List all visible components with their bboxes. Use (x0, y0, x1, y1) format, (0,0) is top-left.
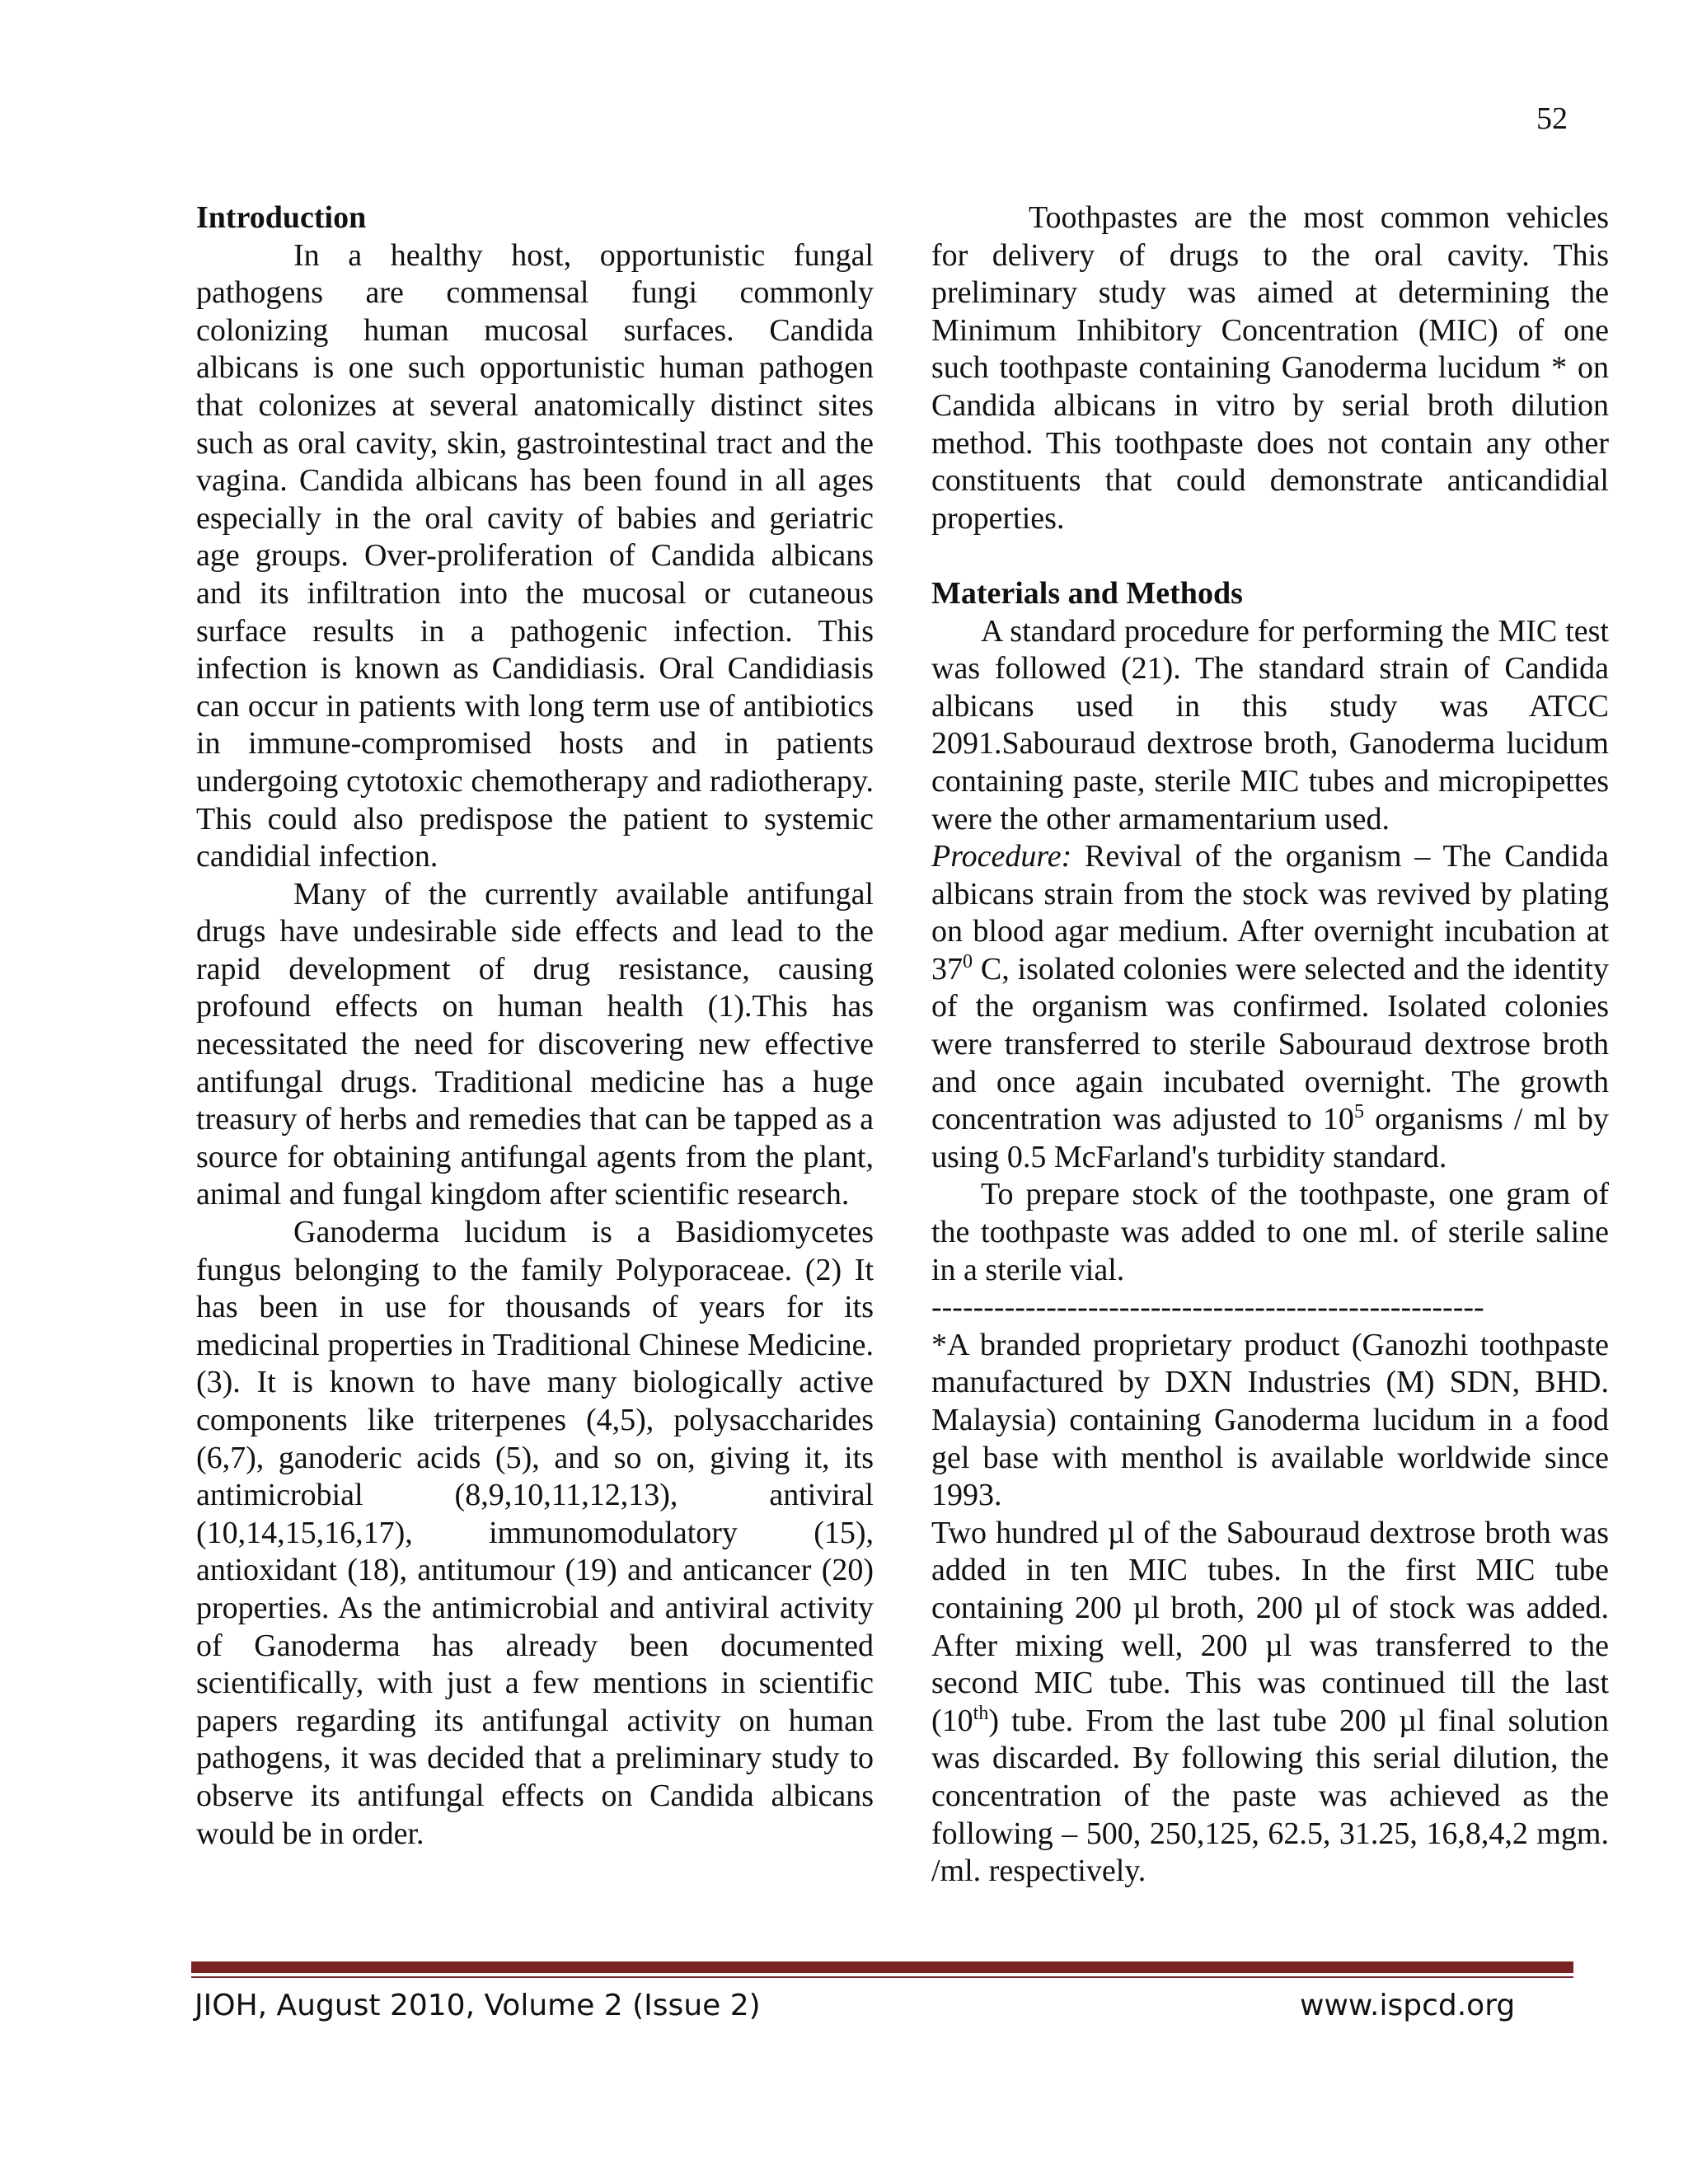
intro-paragraph-1: In a healthy host, opportunistic fungal pathogens are commensal fungi commonly colonizing human mucosal surfaces. Candida albicans is one such opportunistic human pathogen that colonizes at several anatomically distinct sites such as oral cavity, skin, gastrointestinal tract and the vagina. Candida albicans has been found in all ages especially in the oral cavity of babies and geriatric age groups. Over-proliferation of Candida albicans and its infiltration into the mucosal or cutaneous surface results in a pathogenic infection. This infection is known as Candidiasis. Oral Candidiasis can occur in patients with long term use of antibiotics in immune-compromised hosts and in patients undergoing cytotoxic chemotherapy and radiotherapy. This could also predispose the patient to systemic candidial infection. (196, 237, 874, 874)
superscript-ordinal: th (973, 1702, 989, 1724)
footer-website: www.ispcd.org (1300, 1989, 1516, 2022)
stock-preparation-paragraph: To prepare stock of the toothpaste, one gram of the toothpaste was added to one ml. of sterile saline in a sterile vial. (931, 1177, 1609, 1287)
methods-heading: Materials and Methods (931, 575, 1243, 611)
introduction-heading: Introduction (196, 200, 367, 235)
page-number: 52 (1536, 101, 1568, 136)
footnote-separator: ----------------------------------------------------- (931, 1290, 1484, 1325)
intro-paragraph-2: Many of the currently available antifungal drugs have undesirable side effects and lead to the rapid development of drug resistance, causing profound effects on human health (1).This has necessitated the need for discovering new effective antifungal drugs. Traditional medicine has a huge treasury of herbs and remedies that can be tapped as a source for obtaining antifungal agents from the plant, animal and fungal kingdom after scientific research. (196, 876, 874, 1212)
superscript-exponent: 5 (1353, 1101, 1364, 1123)
methods-paragraph-1: A standard procedure for performing the MIC test was followed (21). The standard strain of Candida albicans used in this study was ATCC 2091.Sabouraud dextrose broth, Ganoderma lucidum containing paste, sterile MIC tubes and micropipettes were the other armamentarium used. (931, 613, 1609, 837)
footer-journal-info: JIOH, August 2010, Volume 2 (Issue 2) (195, 1989, 761, 2022)
procedure-paragraph: Procedure: Revival of the organism – The Candida albicans strain from the stock was revived by plating on blood agar medium. After overnight incubation at $37^0$ C, isolated colonies were selected and the identity of the organism was confirmed. Isolated colonies were transferred to sterile Sabouraud dextrose broth and once again incubated overnight. The growth concentration was adjusted to $10^5$ organisms / ml by using 0.5 McFarland's turbidity standard. (931, 839, 1609, 1174)
procedure-label: Procedure: (931, 839, 1072, 874)
intro-paragraph-4: Toothpastes are the most common vehicles for delivery of drugs to the oral cavity. This preliminary study was aimed at determining the Minimum Inhibitory Concentration (MIC) of one such toothpaste containing Ganoderma lucidum * on Candida albicans in vitro by serial broth dilution method. This toothpaste does not contain any other constituents that could demonstrate anticandidial properties. (931, 200, 1609, 536)
footer-rule (191, 1961, 1573, 1973)
right-column (931, 199, 1609, 1891)
superscript-degree: 0 (963, 950, 973, 972)
left-column (196, 199, 874, 1853)
footnote: *A branded proprietary product (Ganozhi toothpaste manufactured by DXN Industries (M) SDN, BHD. Malaysia) containing Ganoderma lucidum in a food gel base with menthol is available worldwide since 1993. (931, 1327, 1609, 1513)
intro-paragraph-3: Ganoderma lucidum is a Basidiomycetes fungus belonging to the family Polyporaceae. (2) It has been in use for thousands of years for its medicinal properties in Traditional Chinese Medicine. (3). It is known to have many biologically active components like triterpenes (4,5), polysaccharides (6,7), ganoderic acids (5), and so on, giving it, its antimicrobial (8,9,10,11,12,13), antiviral (10,14,15,16,17), immunomodulatory (15), antioxidant (18), antitumour (19) and anticancer (20) properties. As the antimicrobial and antiviral activity of Ganoderma has already been documented scientifically, with just a few mentions in scientific papers regarding its antifungal activity on human pathogens, it was decided that a preliminary study to observe its antifungal effects on Candida albicans would be in order. (196, 1215, 874, 1851)
dilution-paragraph: Two hundred µl of the Sabouraud dextrose broth was added in ten MIC tubes. In the first MIC tube containing 200 µl broth, 200 µl of stock was added. After mixing well, 200 µl was transferred to the second MIC tube. This was continued till the last (10th) tube. From the last tube 200 µl final solution was discarded. By following this serial dilution, the concentration of the paste was achieved as the following – 500, 250,125, 62.5, 31.25, 16,8,4,2 mgm. /ml. respectively. (931, 1515, 1609, 1889)
